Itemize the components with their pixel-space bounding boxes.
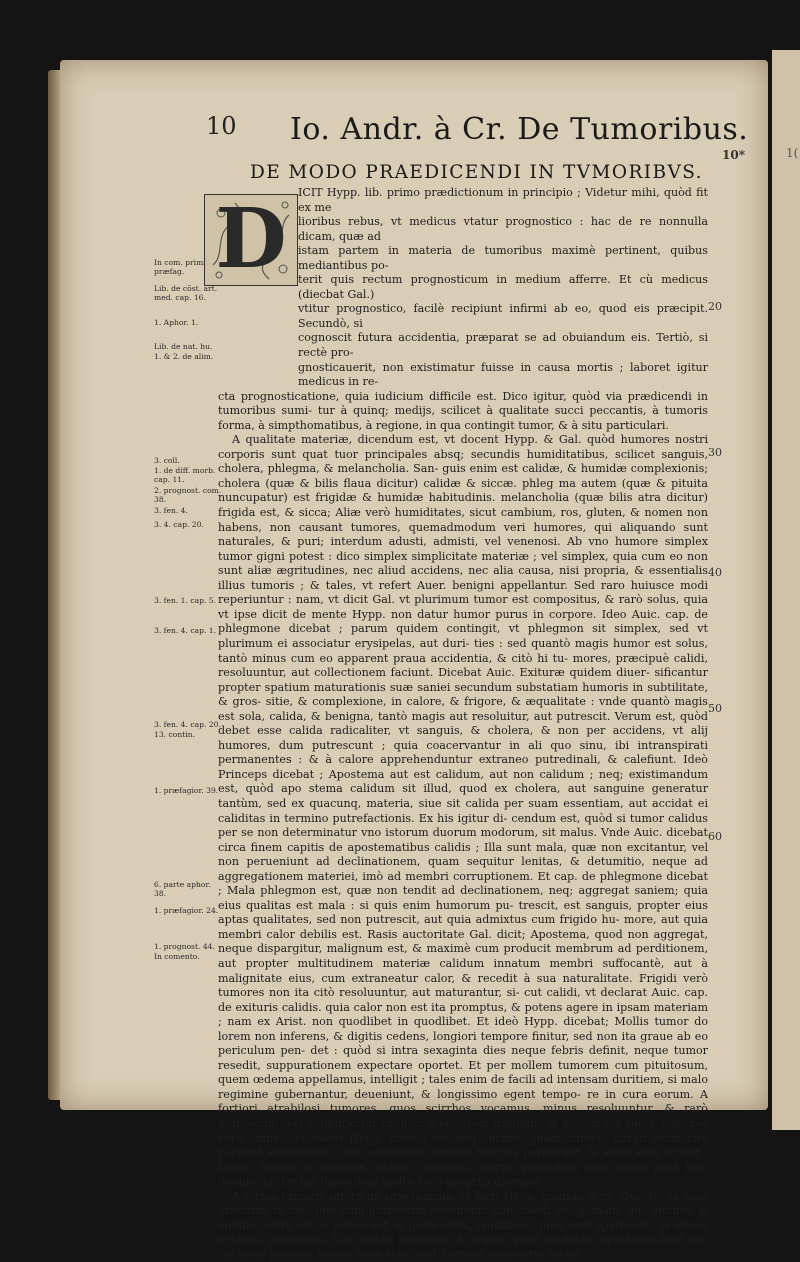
chapter-heading: DE MODO PRAEDICENDI IN TVMORIBVS. <box>250 162 703 183</box>
paragraph: A forma tumoris interdum prædicimus, vt facit Hypp. quando dicit, Oportet te esse attentum in his, quæ cum putruerint secundum huiusmodi disciplinam, quò eminet, & omnino extra est, & minus est, & peracutum, laudabile; quod verò spatiosum, & minus acutum, pessimum. Gal. reddit rationem, & inquit, quòd laudabile apostema illud est, cui inest pinealis figura, quia significat fortitudinem virtu- tis ad <box>218 1189 708 1261</box>
margin-note: 3. fen. 4. cap. 1. <box>154 626 217 635</box>
margin-note: 1. prognost. 44. <box>154 942 215 951</box>
margin-note: 3. 4. cap. 20. <box>154 520 204 529</box>
margin-note: 1. præfagior. 39. <box>154 786 219 795</box>
line-number: 50 <box>708 702 722 715</box>
inset-line: terit quis rectum prognosticum in medium afferre. Et cù medicus (diecbat Gal.) <box>298 273 708 301</box>
margin-note: 2. prognost. com. 38. <box>154 486 222 504</box>
margin-note: 3. coll. <box>154 456 180 465</box>
margin-note: 3. fen. 4. <box>154 506 188 515</box>
inset-line: istam partem in materia de tumoribus maximè pertinent, quibus mediantibus po- <box>298 244 708 272</box>
inset-line: lioribus rebus, vt medicus vtatur prognostico : hac de re nonnulla dicam, quæ ad <box>298 215 708 243</box>
margin-note: 6. parte aphor. 38. <box>154 880 211 898</box>
inset-line: gnosticauerit, non existimatur fuisse in causa mortis ; laboret igitur medicus in re- <box>298 360 708 389</box>
paragraph: cta prognosticatione, quia iudicium difficile est. Dico igitur, quòd via prædicendi in tumoribus sumi- tur à quinq; medijs, scilicet à qualitate succi peccantis, à tumoris forma, à simpthomatibus, à regione, in qua contingit tumor, & à situ particulari. <box>218 389 708 432</box>
line-number: 60 <box>708 830 722 843</box>
page-number: 10 <box>206 112 237 140</box>
margin-note: In comento. <box>154 952 200 961</box>
margin-note: 1. præfagior. 24. <box>154 906 219 915</box>
line-number: 40 <box>708 566 722 579</box>
line-number: 20 <box>708 300 722 313</box>
paragraph: A qualitate materiæ, dicendum est, vt docent Hypp. & Gal. quòd humores nostri corporis sunt quat tuor principales absq; secundis humiditatibus, scilicet sanguis, cholera, phlegma, & melancholia. San- guis enim est calidæ, & humidæ complexionis; cholera (quæ & bilis flaua dicitur) calidæ & siccæ. phleg ma autem (quæ & pituita nuncupatur) est frigidæ & humidæ habitudinis. melancholia (quæ bilis atra dicitur) frigida est, & sicca; Aliæ verò humiditates, sicut cambium, ros, gluten, & nomen non habens, non causant tumores, quemadmodum veri humores, qui aliquando sunt naturales, & puri; interdum adusti, admisti, vel venenosi. Ab vno humore simplex tumor gigni potest : dico simplex simplicitate materiæ ; vel simplex, quia cum eo non sunt aliæ ægritudines, nec aliud accidens, nec alia causa, nisi propria, & essentialis illius tumoris ; & tales, vt refert Auer. benigni appellantur. Sed raro huiusce modi reperiuntur : nam, vt dicit Gal. vt plurimum tumor est compositus, & rarò solus, quia vt ipse dicit de mente Hypp. non datur humor purus in corpore. Ideo Auic. cap. de phlegmone dicebat ; parum quidem contingit, vt phlegmon sit simplex, sed vt plurimum ei associatur erysipelas, aut duri- ties : sed quantò magis humor est solus, tantò minus cum eo apparent praua accidentia, & citò hi tu- mores, præcipuè calidi, resoluuntur, aut collectionem faciunt. Dicebat Auic. Exituræ quidem diuer- sificantur propter spatium maturationis suæ saniei secundum substatiam humoris in subtilitate, & gros- sitie, & complexione, in calore, & frigore, & æqualitate : vnde quantò magis est sola, calida, & benigna, tantò magis aut resoluitur, aut putrescit. Verum est, quòd debet esse calida radicaliter, vt sanguis, & cholera, & non per accidens, vt alij humores, dum putrescunt ; quia coacervantur in ali quo sinu, ibi intranspirati permanentes : & à calore apprehenduntur extraneo putredinali, & calefiunt. Ideò Princeps dicebat ; Apostema aut est calidum, aut non calidum ; neq; existimandum est, quòd apo stema calidum sit illud, quod ex cholera, aut sanguine generatur tantùm, sed ex quacunq, materia, siue sit calida per suam essentiam, aut accidat ei caliditas in termino putrefactionis. Ex his igitur di- cendum est, quòd si tumor calidus per se non determinatur vno istorum duorum modorum, sit malus. Vnde Auic. dicebat circa finem capitis de apostematibus calidis ; Illa sunt mala, quæ non excitantur, vel non perueniunt ad declinationem, quam sequitur lenitas, & detumitio, neque ad aggregationem materiei, imò ad membri corruptionem. Et cap. de phlegmone dicebat ; Mala phlegmon est, quæ non tendit ad declinationem, neq; aggregat saniem; quia eius qualitas est mala : si quis enim humorum pu- trescit, est sanguis, propter eius aptas qualitates, sed non putrescit, aut quia admixtus cum frigido hu- more, aut quia membri calor debilis est. Rasis auctoritate Gal. dicit; Apostema, quod non aggregat, neque dispargitur, malignum est, & maximè cum producit membrum ad perditionem, aut propter multitudinem materiæ calidum innatum membri suffocantè, aut à malignitate eius, cum extraneatur calor, & recedit à sua naturalitate. Frigidi verò tumores non ita citò resoluuntur, aut maturantur, si- cut calidi, vt declarat Auic. cap. de exituris calidis. quia calor non est ita promptus, & potens agere in ipsam materiam ; nam ex Arist. non quodlibet in quodlibet. Et ideò Hypp. dicebat; Mollis tumor do lorem non inferens, & digitis cedens, longiori tempore finitur, sed non ita graue ab eo periculum pen- det : quòd si intra sexaginta dies neque febris definit, neque tumor resedit, suppurationem expectare oportet. Et per mollem tumorem cum pituitosum, quem œdema appellamus, intelligit ; tales enim de facili ad intensam duritiem, si malo regimine gubernantur, deueniunt, & longissimo egent tempo- re in cura eorum. A fortiori atrabilosi tumores, quos scirrhos vocamus, minus resoluuntur, & rarò putrescunt, vel suppurantur propter qualitatem frigidam, & siccam sui succi. Cancros verò omnes, vt docet Hypp. melius est non curare, quam curare; curati enim citò pereunt ægrotantes, non curati verò longius tempus perdurant, & idem alibi scribit : Durus tumor, & magnus, dolore crucians, mortis periculum non multò post fore denunciat. De his tumoribus multa locis proprijs dicemus. <box>218 433 708 1189</box>
running-title: Io. Andr. à Cr. De Tumoribus. <box>290 112 749 147</box>
margin-note: 3. fen. 4. cap. 20. <box>154 720 221 729</box>
inset-line: vtitur prognostico, facilè recipiunt infirmi ab eo, quod eis præcipit. Secundò, si <box>298 302 708 330</box>
margin-note: Lib. de nat. hu. <box>154 342 213 351</box>
body-text <box>218 186 708 1262</box>
margin-note: Lib. de cõst. art. med. cap. 16. <box>154 284 218 302</box>
margin-note: 1. & 2. de alim. <box>154 352 214 361</box>
first-line: ICIT Hypp. lib. primo prædictionum in principio ; Videtur mihi, quòd fit ex me <box>298 186 708 214</box>
inset-line: cognoscit futura accidentia, præparat se ad obuiandum eis. Tertiò, si rectè pro- <box>298 331 708 360</box>
corner-mark: 10* <box>722 148 745 162</box>
next-page-mark: 1( <box>786 146 799 160</box>
margin-note: 3. fen. 1. cap. 5. <box>154 596 217 605</box>
margin-note: In com. primi præfag. <box>154 258 206 276</box>
margin-note: 13. contin. <box>154 730 195 739</box>
line-number: 30 <box>708 446 722 459</box>
initial-letter: D <box>215 191 287 287</box>
margin-note: 1. de diff. morb. cap. 11. <box>154 466 216 484</box>
next-page-edge <box>772 50 800 1130</box>
margin-note: 1. Aphor. 1. <box>154 318 199 327</box>
